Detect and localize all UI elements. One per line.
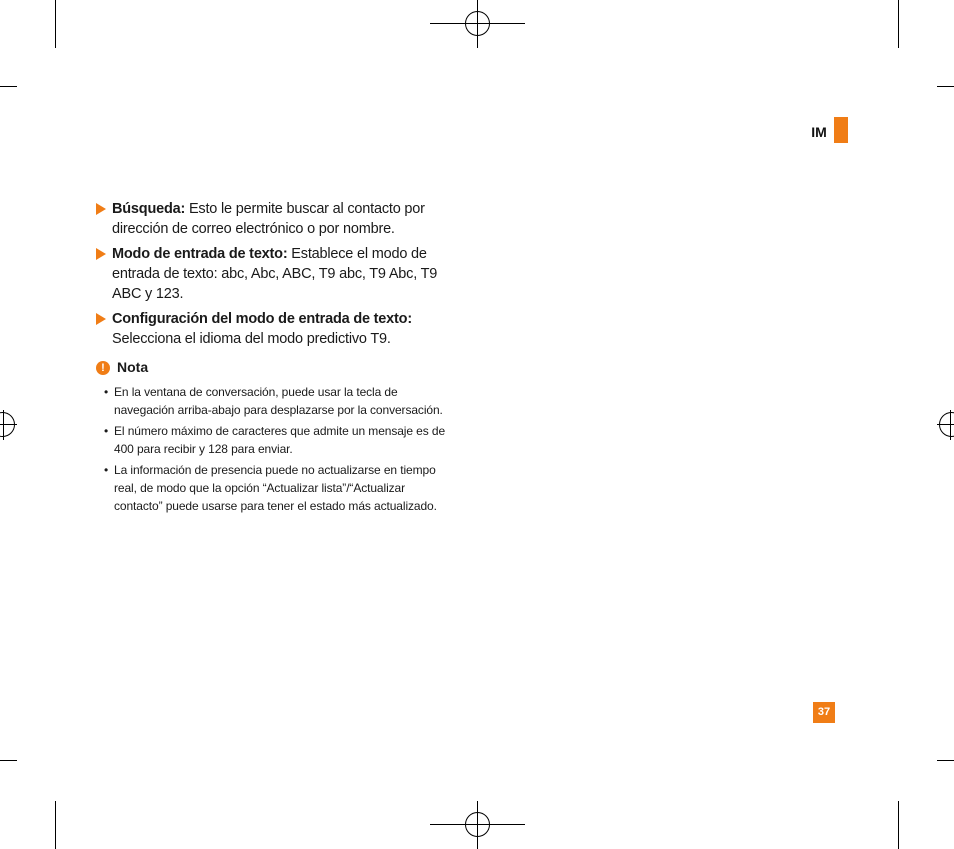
bullet: • <box>104 463 109 477</box>
list-item-busqueda <box>96 199 446 239</box>
registration-mark-circle <box>465 812 490 837</box>
section-tab <box>806 117 842 143</box>
bullet: • <box>104 424 109 438</box>
note-item <box>96 461 446 515</box>
section-tab-label: IM <box>811 124 827 140</box>
item-text: Establece el modo de entrada de texto: abc, Abc, ABC, T9 abc, T9 Abc, T9 ABC y 123. <box>112 246 438 302</box>
crop-mark <box>0 760 17 761</box>
registration-mark-circle <box>0 412 15 437</box>
note-item-text: La información de presencia puede no actualizarse en tiempo real, de modo que la opción “Actualizar lista”/“Actualizar contacto” puede usarse para tener el estado más actualizado. <box>114 463 437 513</box>
bullet: • <box>104 385 109 399</box>
item-term: Modo de entrada de texto: <box>112 246 288 262</box>
note-item-text: En la ventana de conversación, puede usar la tecla de navegación arriba-abajo para desplazarse por la conversación. <box>114 385 443 417</box>
note-header <box>96 359 446 379</box>
item-term: Búsqueda: <box>112 201 186 217</box>
main-content <box>96 199 446 518</box>
exclamation-icon: ! <box>96 361 110 375</box>
registration-mark-circle <box>465 11 490 36</box>
note-item <box>96 422 446 458</box>
crop-mark <box>55 801 56 849</box>
crop-mark <box>55 0 56 48</box>
note-title: Nota <box>117 359 149 375</box>
item-text: Selecciona el idioma del modo predictivo T9. <box>112 331 391 347</box>
note-item <box>96 383 446 419</box>
list-item-configuracion <box>96 309 446 349</box>
crop-mark <box>898 801 899 849</box>
registration-mark-circle <box>939 412 954 437</box>
crop-mark <box>937 86 954 87</box>
orange-arrow-icon <box>96 203 106 215</box>
item-term: Configuración del modo de entrada de texto: <box>112 311 412 327</box>
orange-arrow-icon <box>96 248 106 260</box>
crop-mark <box>0 86 17 87</box>
note-item-text: El número máximo de caracteres que admite un mensaje es de 400 para recibir y 128 para enviar. <box>114 424 446 456</box>
crop-mark <box>898 0 899 48</box>
crop-mark <box>937 760 954 761</box>
note-list <box>96 383 446 515</box>
orange-arrow-icon <box>96 313 106 325</box>
page-number: 37 <box>813 702 835 723</box>
item-text: Esto le permite buscar al contacto por dirección de correo electrónico o por nombre. <box>112 201 425 237</box>
list-item-modo-entrada <box>96 244 446 304</box>
section-tab-bar <box>834 117 848 143</box>
